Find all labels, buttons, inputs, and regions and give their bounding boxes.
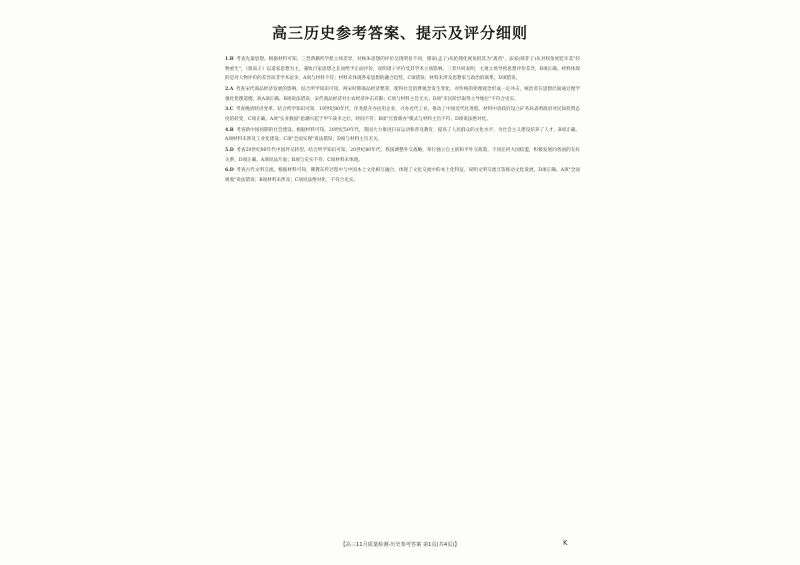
answer-paragraph — [225, 146, 580, 165]
answer-body — [225, 55, 580, 187]
answer-text: 考查20世纪80年代中国外交转型。结合所学知识可知，20世纪80年代，我国调整外交战略，奉行独立自主的和平外交政策，不同任何大国结盟，积极发展同各国的友好关系，D项正确。A项说法片面；B项与史实不符；C项材料未体现。 — [225, 148, 580, 163]
question-number: 3.C — [225, 107, 234, 113]
answer-text: 考查古代文明交流。根据材料可知，佛教东传过程中与中国本土文化相互融合，体现了文化交流中的本土化特征，说明文明交流互鉴推动文化发展，D项正确。A项"全面吸收"说法错误；B项材料未涉及；C项说法绝对化，不符合史实。 — [225, 168, 580, 184]
answer-text: 考查新中国初期的社会建设。根据材料可知，20世纪50年代，我国大力推进扫盲运动和普及教育，提高了人民群众的文化水平，为社会主义建设培养了人才，B项正确。A项材料未涉及工业化建设；C项"全面实现"说法错误；D项与材料主旨无关。 — [225, 127, 580, 143]
answer-paragraph — [225, 55, 580, 84]
answer-paragraph — [225, 126, 580, 145]
answer-paragraph — [225, 85, 580, 104]
answer-paragraph — [225, 105, 580, 124]
question-number: 1.B — [225, 57, 234, 62]
question-number: 4.B — [225, 127, 234, 133]
page-title: 高三历史参考答案、提示及评分细则 — [271, 24, 528, 42]
answer-text: 考查宋代商品经济发展的影响。结合所学知识可知，两宋时期商品经济繁荣，使得社会消费观念发生变化，对传统的伦理观念形成一定冲击，统治者在思想层面通过理学强化伦理道德，故A项正确。B项说法错误，宋代商品经济对小农经济冲击有限；C项与材料主旨无关；D项"市民阶层取得主导地位"不符合史实。 — [225, 86, 580, 102]
question-number: 6.D — [225, 168, 234, 174]
corner-mark: K — [563, 539, 568, 547]
question-number: 2.A — [225, 86, 234, 92]
question-number: 5.D — [225, 148, 234, 154]
answer-text: 考查晚清经济变革。结合所学知识可知，19世纪80年代，洋务派开办民用企业，兴办近代工业，推动了中国近代化进程。材料中清政府设立矿务局表明政府对民间投资态度的转变，C项正确。A项"实业救国"思潮兴起于甲午战争之后，时间不符；B项"官督商办"模式与材料主旨不符；D项说法绝对化。 — [225, 107, 580, 122]
answer-paragraph — [225, 166, 580, 185]
answer-text: 考查先秦思想。根据材料可知，三晋典籍所学派立场差异，对杨朱思想的评价呈现明显不同，儒家(孟子)从伦理化视角批其为"禽兽"，法家(韩非子)从君权角度贬斥其"轻物重生"，《淮南子》以道家思想为主，兼收百家思想之长而给予正面评价，说明诸子评价受其学术立场影响。三者共同表明，主观立场导致思想评价差异，B项正确。材料体现的是对人物评价的差异而非学术论争，A项与材料不符；材料未体现各家思想的融合趋势，C项错误；材料未涉及思想家与政治的联系，D项错误。 — [225, 57, 580, 82]
page-footer: 【高三11月质量检测·历史参考答案 第1页(共4页)】 — [340, 542, 460, 548]
